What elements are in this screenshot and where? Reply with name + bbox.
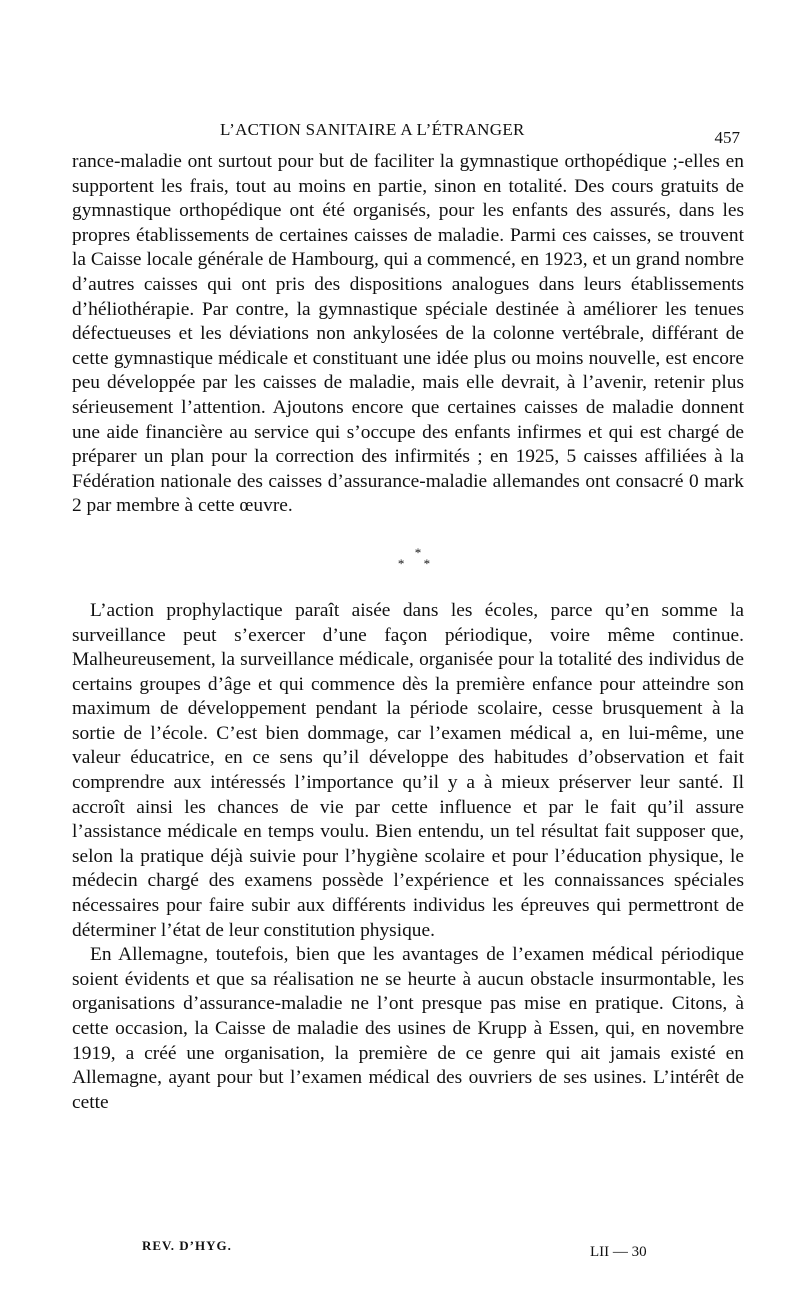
page: [72, 110, 744, 1115]
paragraph-continued: rance-maladie ont surtout pour but de faciliter la gymnastique orthopédique ;-elles en supportent les frais, tout au moins en partie, sinon en totalité. Des cours gratuits de gymnastique orthopédique ont été organisés, pour les enfants des assurés, dans les propres établissements de certaines caisses de maladie. Parmi ces caisses, se trouvent la Caisse locale générale de Hambourg, qui a commencé, en 1923, et un grand nombre d’autres caisses qui ont pris des dispositions analogues dans leurs établissements d’héliothérapie. Par contre, la gymnastique spéciale destinée à améliorer les tenues défectueuses et les déviations non ankylosées de la colonne vertébrale, différant de cette gymnastique médicale et constituant une idée plus ou moins nouvelle, est encore peu développée par les caisses de maladie, mais elle devrait, à l’avenir, retenir plus sérieusement l’attention. Ajoutons encore que certaines caisses de maladie donnent une aide financière au service qui s’occupe des enfants infirmes et qui est chargé de préparer un plan pour la correction des infirmités ; en 1925, 5 caisses affiliées à la Fédération nationale des caisses d’assurance-maladie allemandes ont consacré 0 mark 2 par membre à cette œuvre.: [72, 151, 744, 517]
page-number: 457: [714, 128, 740, 147]
separator-bottom: * *: [397, 555, 439, 571]
paragraph-germany: En Allemagne, toutefois, bien que les avantages de l’examen médical périodique soient évidents et que sa réalisation ne se heurte à aucun obstacle insurmontable, les organisations d’assurance-maladie ne l’ont presque pas mise en pratique. Citons, à cette occasion, la Caisse de maladie des usines de Krupp à Essen, qui, en novembre 1919, a créé une organisation, la première de ce genre qui ait jamais existé en Allemagne, ayant pour but l’examen médical des ouvriers de ses usines. L’intérêt de cette: [72, 944, 744, 1113]
volume-signature: LII — 30: [590, 1244, 647, 1260]
running-title: L’ACTION SANITAIRE A L’ÉTRANGER: [220, 120, 525, 139]
journal-signature: REV. D’HYG.: [142, 1238, 232, 1253]
page-header: [72, 110, 744, 150]
body-text: [72, 150, 744, 1115]
section-separator: [72, 544, 744, 571]
separator-top: *: [414, 544, 422, 560]
paragraph-prophylaxis: L’action prophylactique paraît aisée dans les écoles, parce qu’en somme la surveillance peut s’exercer d’une façon périodique, voire même continue. Malheureusement, la surveillance médicale, organisée pour la totalité des individus de certains groupes d’âge et qui commence dès la première enfance pour atteindre son maximum de développement pendant la période scolaire, cesse brusquement à la sortie de l’école. C’est bien dommage, car l’examen médical a, en lui-même, une valeur éducatrice, en ce sens qu’il développe des habitudes d’observation et fait comprendre aux intéressés l’importance qu’il y a à mieux préserver leur santé. Il accroît ainsi les chances de vie par cette influence et par le fait qu’il assure l’assistance médicale en temps voulu. Bien entendu, un tel résultat fait supposer que, selon la pratique déjà suivie pour l’hygiène scolaire et pour l’éducation physique, le médecin chargé des examens possède l’expérience et les connaissances spéciales nécessaires pour faire subir aux différents individus les épreuves qui permettront de déterminer l’état de leur constitution physique.: [72, 599, 744, 941]
